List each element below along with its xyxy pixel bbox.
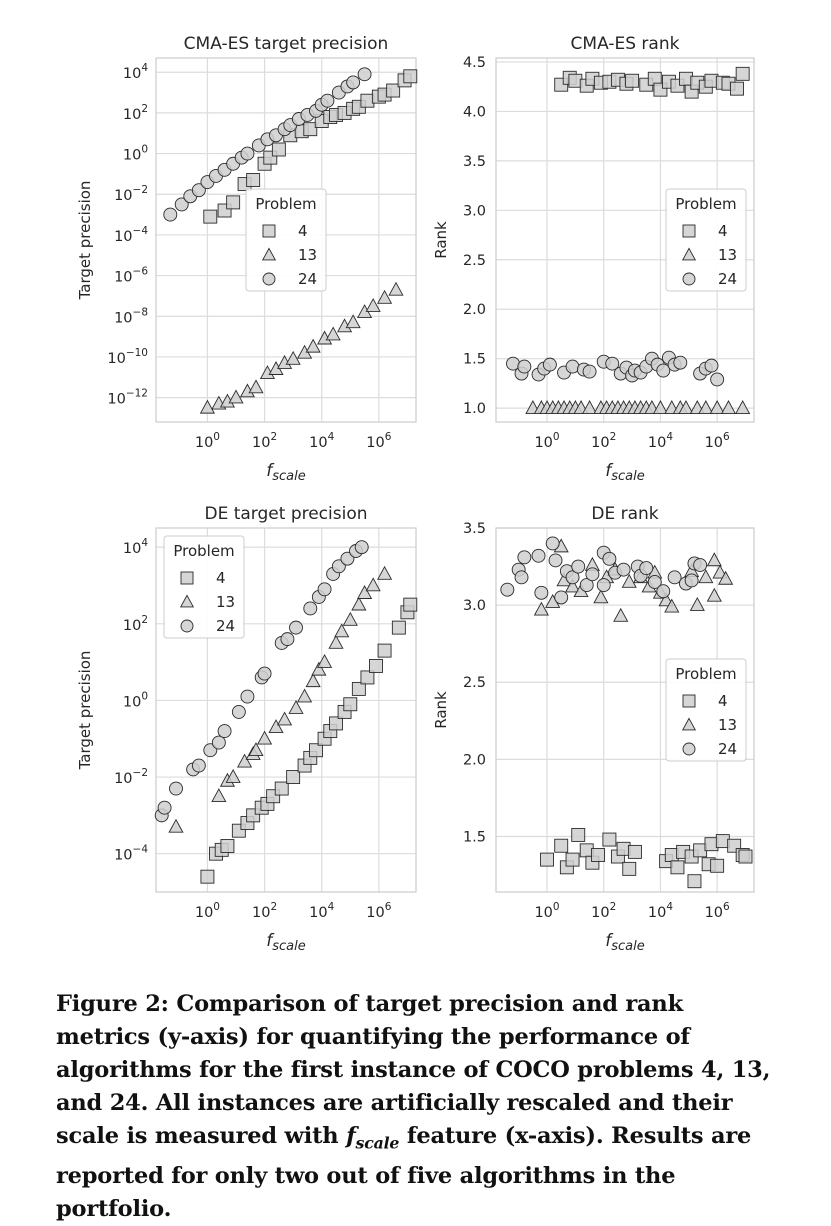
legend-label: 24 xyxy=(216,617,236,635)
data-point-series-13 xyxy=(722,401,736,414)
data-point-series-24 xyxy=(546,537,559,550)
data-point-series-24 xyxy=(711,373,724,386)
data-point-series-24 xyxy=(583,365,596,378)
data-point-series-24 xyxy=(232,705,245,718)
y-tick-label: $10^{-2}$ xyxy=(114,184,148,205)
y-tick-label: 3.5 xyxy=(462,153,486,170)
data-point-series-24 xyxy=(347,76,360,89)
data-point-series-4 xyxy=(603,833,616,846)
legend xyxy=(666,189,746,291)
x-tick-label: $10^0$ xyxy=(534,431,560,451)
y-tick-label: 2.5 xyxy=(462,675,486,692)
data-point-series-24 xyxy=(705,359,718,372)
data-point-series-13 xyxy=(535,603,549,616)
data-point-series-4 xyxy=(592,848,605,861)
data-point-series-13 xyxy=(201,401,215,414)
chart-panel-2 xyxy=(432,34,754,484)
data-point-series-4 xyxy=(566,853,579,866)
caption-lead: Figure 2: Comparison of target precision and rank metrics (y-axis) for quantifying the performance of algorithms for the first instance of COCO problems 4, 13, and 24. All instances are artificially rescaled and their scale is measured with xyxy=(56,991,771,1149)
legend-marker-4 xyxy=(683,695,695,707)
legend-title: Problem xyxy=(173,542,235,560)
legend-label: 24 xyxy=(298,270,318,288)
y-tick-label: $10^{-4}$ xyxy=(114,843,148,864)
data-point-series-4 xyxy=(736,67,749,80)
legend-label: 13 xyxy=(718,716,738,734)
legend-label: 13 xyxy=(718,246,738,264)
legend-title: Problem xyxy=(675,665,737,683)
chart-title: DE rank xyxy=(591,504,659,524)
data-point-series-4 xyxy=(555,839,568,852)
data-point-series-24 xyxy=(597,579,610,592)
data-point-series-13 xyxy=(335,624,349,637)
data-point-series-24 xyxy=(549,554,562,567)
data-point-series-4 xyxy=(272,143,285,156)
x-tick-label: $10^2$ xyxy=(591,901,617,921)
legend xyxy=(164,536,244,638)
data-point-series-24 xyxy=(321,94,334,107)
y-tick-label: $10^0$ xyxy=(122,690,148,711)
y-axis-label: Rank xyxy=(432,221,450,259)
data-point-series-13 xyxy=(329,636,343,649)
data-point-series-4 xyxy=(392,621,405,634)
data-point-series-13 xyxy=(707,589,721,602)
legend-label: 13 xyxy=(298,246,318,264)
data-point-series-24 xyxy=(543,358,556,371)
x-tick-label: $10^4$ xyxy=(309,901,335,921)
y-tick-label: $10^0$ xyxy=(122,143,148,164)
data-point-series-4 xyxy=(227,196,240,209)
data-point-series-4 xyxy=(378,644,391,657)
figure-caption xyxy=(56,988,778,1226)
x-tick-label: $10^4$ xyxy=(309,431,335,451)
data-point-series-4 xyxy=(623,862,636,875)
legend-label: 4 xyxy=(718,692,728,710)
data-point-series-13 xyxy=(249,743,263,756)
data-point-series-13 xyxy=(249,380,263,393)
data-point-series-13 xyxy=(710,401,724,414)
data-point-series-13 xyxy=(212,789,226,802)
data-point-series-4 xyxy=(730,82,743,95)
y-tick-label: 1.0 xyxy=(462,401,486,418)
legend xyxy=(246,189,326,291)
data-point-series-13 xyxy=(736,401,750,414)
data-point-series-24 xyxy=(532,549,545,562)
data-point-series-24 xyxy=(358,68,371,81)
y-tick-label: $10^{-2}$ xyxy=(114,767,148,788)
y-tick-label: $10^{-10}$ xyxy=(107,346,148,367)
legend-label: 24 xyxy=(718,740,738,758)
chart-title: DE target precision xyxy=(204,504,368,524)
data-point-series-13 xyxy=(169,820,183,833)
data-point-series-24 xyxy=(572,560,585,573)
y-tick-label: 2.0 xyxy=(462,752,486,769)
legend-label: 4 xyxy=(216,569,226,587)
data-point-series-24 xyxy=(355,541,368,554)
data-point-series-24 xyxy=(674,356,687,369)
y-tick-label: $10^{-6}$ xyxy=(114,265,148,286)
data-point-series-13 xyxy=(614,609,628,622)
data-point-series-13 xyxy=(278,712,292,725)
data-point-series-24 xyxy=(535,586,548,599)
data-point-series-24 xyxy=(518,360,531,373)
legend-label: 24 xyxy=(718,270,738,288)
data-point-series-4 xyxy=(201,870,214,883)
x-tick-label: $10^6$ xyxy=(704,901,730,921)
data-point-series-4 xyxy=(370,659,383,672)
data-point-series-4 xyxy=(626,74,639,87)
data-point-series-4 xyxy=(628,845,641,858)
data-point-series-24 xyxy=(304,602,317,615)
data-point-series-24 xyxy=(290,621,303,634)
legend-label: 13 xyxy=(216,593,236,611)
data-point-series-24 xyxy=(617,563,630,576)
data-point-series-4 xyxy=(404,598,417,611)
x-tick-label: $10^6$ xyxy=(366,431,392,451)
x-axis-label: fscale xyxy=(266,931,306,954)
x-tick-label: $10^0$ xyxy=(194,431,220,451)
legend-marker-4 xyxy=(683,225,695,237)
y-tick-label: 4.0 xyxy=(462,104,486,121)
data-point-series-4 xyxy=(204,210,217,223)
y-tick-label: $10^2$ xyxy=(122,102,148,123)
data-point-series-13 xyxy=(366,578,380,591)
data-point-series-24 xyxy=(694,559,707,572)
data-point-series-13 xyxy=(594,590,608,603)
x-tick-label: $10^4$ xyxy=(647,901,674,921)
caption-feature-symbol: $f_{scale}$ xyxy=(346,1123,400,1153)
data-point-series-24 xyxy=(281,633,294,646)
data-point-series-24 xyxy=(586,568,599,581)
legend-label: 4 xyxy=(298,222,308,240)
data-point-series-4 xyxy=(711,859,724,872)
y-tick-label: $10^{-4}$ xyxy=(114,224,148,245)
x-tick-label: $10^6$ xyxy=(366,901,392,921)
data-point-series-13 xyxy=(343,613,357,626)
chart-panel-4 xyxy=(432,504,754,954)
data-point-series-13 xyxy=(289,701,303,714)
data-point-series-4 xyxy=(247,174,260,187)
data-point-series-13 xyxy=(707,553,721,566)
y-axis-label: Target precision xyxy=(76,650,94,770)
x-axis-label: fscale xyxy=(266,461,306,484)
data-point-series-24 xyxy=(241,690,254,703)
y-tick-label: 3.5 xyxy=(462,521,486,537)
x-axis-label: fscale xyxy=(605,931,645,954)
data-point-series-24 xyxy=(640,562,653,575)
data-point-series-13 xyxy=(326,327,340,340)
data-point-series-24 xyxy=(518,551,531,564)
legend-marker-24 xyxy=(683,273,695,285)
data-point-series-4 xyxy=(221,840,234,853)
x-tick-label: $10^2$ xyxy=(591,431,617,451)
data-point-series-24 xyxy=(603,552,616,565)
data-point-series-24 xyxy=(657,585,670,598)
y-tick-label: $10^4$ xyxy=(122,537,148,558)
y-tick-label: 2.5 xyxy=(462,252,486,269)
data-point-series-24 xyxy=(515,571,528,584)
data-point-series-24 xyxy=(241,147,254,160)
data-point-series-13 xyxy=(352,597,366,610)
x-tick-label: $10^0$ xyxy=(194,901,220,921)
data-point-series-13 xyxy=(306,340,320,353)
data-point-series-24 xyxy=(566,360,579,373)
data-point-series-24 xyxy=(685,574,698,587)
data-point-series-4 xyxy=(688,875,701,888)
data-point-series-13 xyxy=(699,570,713,583)
x-axis-label: fscale xyxy=(605,461,645,484)
chart-title: CMA-ES target precision xyxy=(183,34,389,54)
y-tick-label: 3.0 xyxy=(462,598,486,615)
data-point-series-13 xyxy=(258,732,272,745)
data-point-series-24 xyxy=(164,208,177,221)
data-point-series-24 xyxy=(212,736,225,749)
data-point-series-24 xyxy=(501,583,514,596)
legend-marker-24 xyxy=(263,273,275,285)
legend xyxy=(666,659,746,761)
data-point-series-24 xyxy=(158,801,171,814)
y-tick-label: 3.0 xyxy=(462,203,486,220)
y-tick-label: 1.5 xyxy=(462,829,486,846)
data-point-series-24 xyxy=(192,759,205,772)
data-point-series-4 xyxy=(541,853,554,866)
y-tick-label: $10^{-12}$ xyxy=(107,387,148,408)
legend-marker-24 xyxy=(181,620,193,632)
legend-marker-24 xyxy=(683,743,695,755)
data-point-series-4 xyxy=(671,861,684,874)
data-point-series-13 xyxy=(690,598,704,611)
y-tick-label: $10^4$ xyxy=(122,62,148,83)
y-tick-label: 4.5 xyxy=(462,54,486,71)
data-point-series-24 xyxy=(170,782,183,795)
x-tick-label: $10^4$ xyxy=(647,431,674,451)
data-point-series-13 xyxy=(298,689,312,702)
data-point-series-24 xyxy=(218,725,231,738)
data-point-series-24 xyxy=(555,591,568,604)
data-point-series-24 xyxy=(668,571,681,584)
y-axis-label: Rank xyxy=(432,691,450,729)
data-point-series-4 xyxy=(739,850,752,863)
chart-panel-3 xyxy=(76,504,417,954)
y-axis-label: Target precision xyxy=(76,180,94,300)
legend-title: Problem xyxy=(675,195,737,213)
legend-marker-4 xyxy=(181,572,193,584)
chart-title: CMA-ES rank xyxy=(570,34,680,54)
x-tick-label: $10^0$ xyxy=(534,901,560,921)
data-point-series-13 xyxy=(318,655,332,668)
chart-panel-1 xyxy=(76,34,417,484)
x-tick-label: $10^2$ xyxy=(252,431,278,451)
data-point-series-13 xyxy=(389,283,403,296)
data-point-series-4 xyxy=(344,698,357,711)
data-point-series-24 xyxy=(318,583,331,596)
caption-tail: feature (x-axis). Results are reported for only two out of five algorithms in the portfolio. xyxy=(56,1123,752,1222)
legend-marker-4 xyxy=(263,225,275,237)
legend-title: Problem xyxy=(255,195,317,213)
data-point-series-24 xyxy=(258,667,271,680)
data-point-series-13 xyxy=(378,567,392,580)
y-tick-label: 1.5 xyxy=(462,351,486,368)
x-tick-label: $10^2$ xyxy=(252,901,278,921)
data-point-series-13 xyxy=(378,291,392,304)
data-point-series-4 xyxy=(572,828,585,841)
x-tick-label: $10^6$ xyxy=(704,431,730,451)
y-tick-label: 2.0 xyxy=(462,302,486,319)
y-tick-label: $10^2$ xyxy=(122,613,148,634)
legend-label: 4 xyxy=(718,222,728,240)
data-point-series-13 xyxy=(306,674,320,687)
data-point-series-13 xyxy=(366,299,380,312)
data-point-series-4 xyxy=(404,70,417,83)
y-tick-label: $10^{-8}$ xyxy=(114,306,148,327)
